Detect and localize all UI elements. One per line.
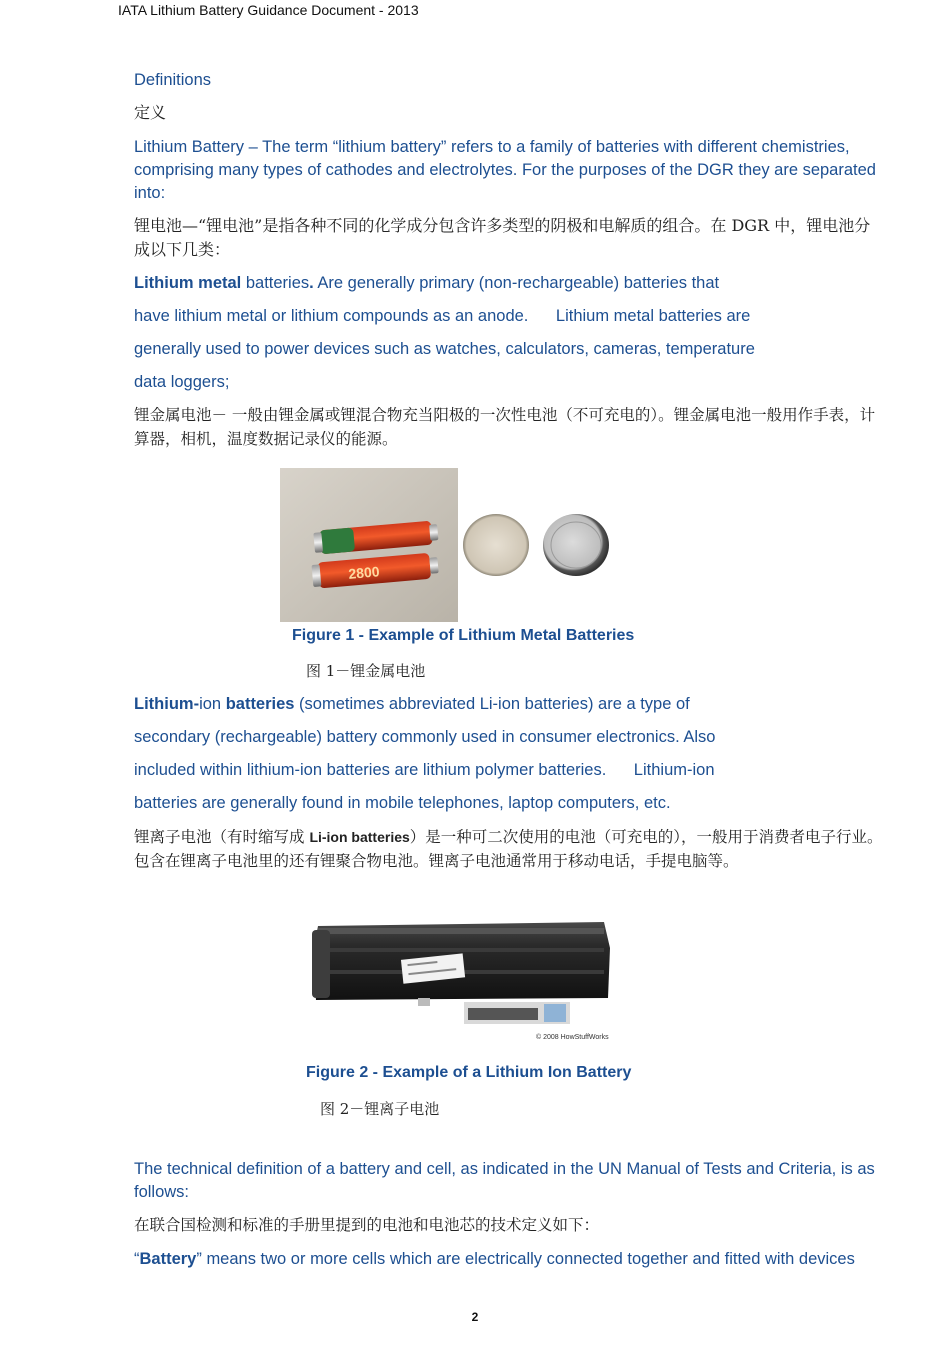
ion-text-2: (sometimes abbreviated Li-ion batteries) are a type of <box>294 695 690 713</box>
figure1-caption: Figure 1 - Example of Lithium Metal Batteries <box>292 627 635 644</box>
figure2-credit: © 2008 HowStuffWorks <box>536 1034 609 1041</box>
technical-definition-cn: 在联合国检测和标准的手册里提到的电池和电池芯的技术定义如下： <box>134 1216 600 1234</box>
page-number: 2 <box>471 1310 479 1324</box>
metal-period: . <box>309 274 314 292</box>
metal-line-3: generally used to power devices such as watches, calculators, cameras, temperature <box>134 340 755 358</box>
ion-line-3: included within lithium-ion batteries are lithium polymer batteries. Lithium-ion <box>134 761 715 779</box>
battery-bold: Battery <box>139 1250 197 1268</box>
ion-bold-2: batteries <box>225 695 295 713</box>
metal-line-2: have lithium metal or lithium compounds as an anode. Lithium metal batteries are <box>134 307 751 325</box>
battery-definition <box>134 1248 886 1271</box>
figure2-photo-laptop-battery <box>308 918 620 1042</box>
metal-definition-cn: 锂金属电池－ 一般由锂金属或锂混合物充当阳极的一次性电池（不可充电的）。锂金属电池一般用作手表，计算器，相机，温度数据记录仪的能源。 <box>134 406 876 448</box>
metal-line-4: data loggers; <box>134 373 230 391</box>
ion-bold-1: Lithium- <box>134 695 200 713</box>
figure1-caption-cn: 图 1－锂金属电池 <box>306 662 426 680</box>
metal-line-1 <box>134 272 886 295</box>
figure2-caption: Figure 2 - Example of a Lithium Ion Battery <box>306 1064 632 1081</box>
lithium-battery-definition-cn: 锂电池—“锂电池”是指各种不同的化学成分包含许多类型的阴极和电解质的组合。在 DGR 中，锂电池分成以下几类： <box>134 216 871 259</box>
laptop-battery-image <box>308 918 620 1042</box>
figure1-coin-cell-2 <box>541 512 611 578</box>
figure1-photo-aa-batteries <box>280 468 458 622</box>
document-header: IATA Lithium Battery Guidance Document - 2013 <box>118 2 419 18</box>
figure2-caption-cn: 图 2－锂离子电池 <box>320 1100 440 1118</box>
battery-def-rest: ” means two or more cells which are electrically connected together and fitted with devices <box>196 1250 855 1268</box>
technical-definition: The technical definition of a battery and cell, as indicated in the UN Manual of Tests and Criteria, is as follows: <box>134 1160 875 1201</box>
metal-bold: Lithium metal <box>134 274 242 292</box>
definitions-heading-cn: 定义 <box>134 103 167 122</box>
aa-batteries-image <box>280 468 458 622</box>
definitions-heading: Definitions <box>134 71 212 89</box>
figure1-coin-cell-1 <box>461 512 531 578</box>
ion-line-2: secondary (rechargeable) battery commonly used in consumer electronics. Also <box>134 728 716 746</box>
metal-text-b: Are generally primary (non-rechargeable) batteries that <box>313 274 720 292</box>
ion-line-1 <box>134 693 886 716</box>
battery-quote: “ <box>134 1250 140 1268</box>
ion-cn-a: 锂离子电池（有时缩写成 <box>134 828 310 846</box>
ion-cn-c: ）是一种可二次使用的电池（可充电的），一般用于消费者电子行业。包含在锂离子电池里的还有锂聚合物电池。锂离子电池通常用于移动电话，手提电脑等。 <box>134 828 883 870</box>
ion-cn-b: Li-ion batteries <box>309 829 410 845</box>
battery-label-text: 2800 <box>347 563 381 582</box>
lithium-battery-definition: Lithium Battery – The term “lithium battery” refers to a family of batteries with different chemistries, comprising many types of cathodes and electrolytes. For the purposes of the DGR they are separated into: <box>134 138 876 202</box>
ion-definition-cn <box>134 825 886 873</box>
metal-text: batteries <box>241 274 310 292</box>
ion-text-1: ion <box>199 695 226 713</box>
ion-line-4: batteries are generally found in mobile telephones, laptop computers, etc. <box>134 794 671 812</box>
